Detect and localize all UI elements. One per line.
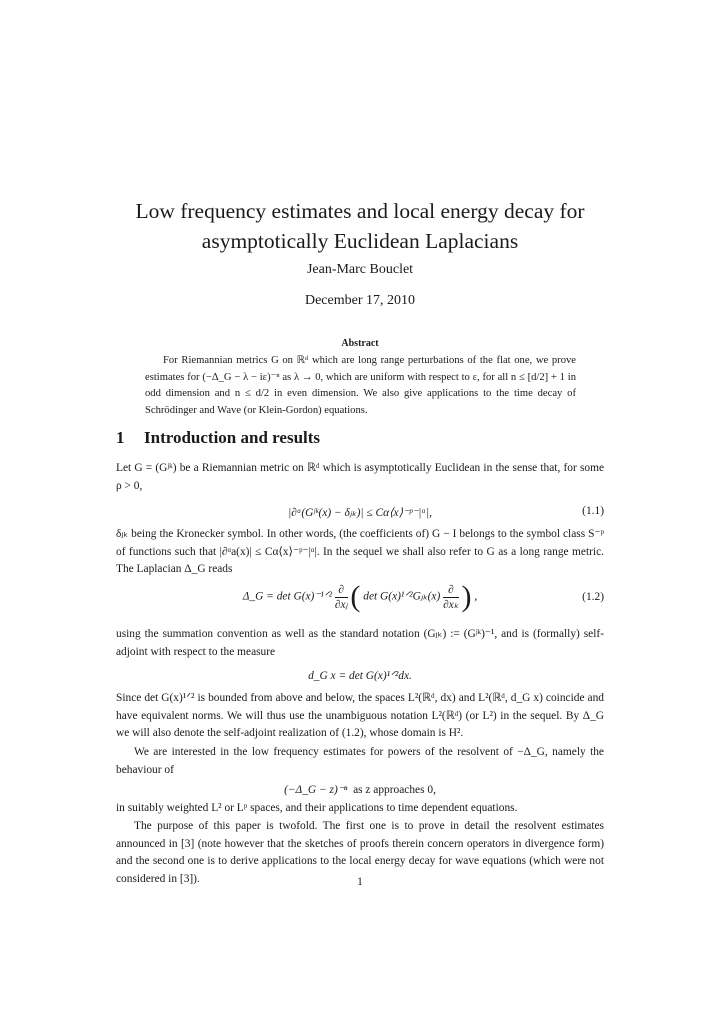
date: December 17, 2010 (304, 293, 416, 308)
paragraph-1: Let G = (Gʲᵏ) be a Riemannian metric on ℝᵈ which is asymptotically Euclidean in the sense that, for some ρ > 0, (116, 462, 604, 492)
abstract-heading: Abstract (341, 338, 379, 349)
equation-1-1: |∂ᵅ(Gʲᵏ(x) − δⱼₖ)| ≤ Cα⟨x⟩⁻ᵖ⁻|ᵅ|, (288, 507, 432, 519)
eq2-close-paren: ) (461, 580, 472, 613)
eq2-tail: , (474, 590, 478, 603)
paragraph-7: The purpose of this paper is twofold. The first one is to prove in detail the resolvent estimates announced in [3] (note however that the sketches of proofs therein concern operators in divergence form) and the second one is to derive applications to the local energy decay for wave equations (which were not considered in [3]). (116, 820, 604, 885)
equation-resolvent (116, 782, 604, 796)
eq2-fraction-2 (443, 583, 459, 612)
eq2-frac2-den: ∂xₖ (443, 598, 459, 611)
author: Jean-Marc Bouclet (306, 262, 414, 277)
paragraph-2: δⱼₖ being the Kronecker symbol. In other words, (the coefficients of) G − I belongs to the symbol class S⁻ᵖ of functions such that |∂ᵅa(x)| ≤ Cα⟨x⟩⁻ᵖ⁻|ᵅ|. In the sequel we shall also refer to G as a long range metric. The Laplacian Δ_G reads (116, 528, 604, 575)
eq4-text: as z approaches 0, (353, 784, 436, 796)
page-number: 1 (357, 876, 363, 888)
eq2-fraction-1 (335, 583, 348, 612)
equation-1-2 (116, 580, 604, 614)
equation-number-1-2: (1.2) (582, 591, 604, 603)
section-heading (116, 428, 320, 448)
eq2-open-paren: ( (350, 580, 361, 613)
paragraph-6: in suitably weighted L² or Lᵖ spaces, and their applications to time dependent equations. (116, 802, 518, 814)
paper-title (110, 196, 610, 256)
eq2-frac1-num: ∂ (338, 583, 345, 596)
eq2-frac1-den: ∂xⱼ (334, 598, 348, 611)
abstract-text: For Riemannian metrics G on ℝᵈ which are long range perturbations of the flat one, we prove estimates for (−Δ_G − λ − iε)⁻ⁿ as λ → 0, which are uniform with respect to ε, for all n ≤ [d/2] + 1 in odd dimension and n ≤ d/2 in even dimension. We also give applications to the time decay of Schrödinger and Wave (or Klein-Gordon) equations. (145, 355, 576, 416)
paragraph-5: We are interested in the low frequency estimates for powers of the resolvent of −Δ_G, namely the behaviour of (116, 746, 604, 776)
equation-measure: d_G x = det G(x)¹ᐟ²dx. (308, 670, 412, 682)
section-title: Introduction and results (144, 428, 321, 447)
equation-number-1-1: (1.1) (582, 505, 604, 517)
paragraph-3: using the summation convention as well as the standard notation (Gⱼₖ) := (Gʲᵏ)⁻¹, and is (formally) self-adjoint with respect to the measure (116, 628, 604, 658)
eq2-inner: det G(x)¹ᐟ²Gⱼₖ(x) (363, 590, 441, 603)
eq4-expr: (−Δ_G − z)⁻ⁿ (284, 784, 348, 796)
title-line-1: Low frequency estimates and local energy decay for (135, 199, 585, 223)
eq2-frac2-num: ∂ (448, 583, 454, 596)
paragraph-4: Since det G(x)¹ᐟ² is bounded from above and below, the spaces L²(ℝᵈ, dx) and L²(ℝᵈ, d_G x) coincide and have equivalent norms. We will thus use the unambiguous notation L²(ℝᵈ) (or L²) in the sequel. By Δ_G we will also denote the self-adjoint realization of (1.2), whose domain is H². (116, 692, 604, 739)
section-number: 1 (116, 428, 125, 447)
eq2-lhs: Δ_G = det G(x)⁻¹ᐟ² (242, 590, 333, 603)
title-line-2: asymptotically Euclidean Laplacians (201, 229, 519, 253)
